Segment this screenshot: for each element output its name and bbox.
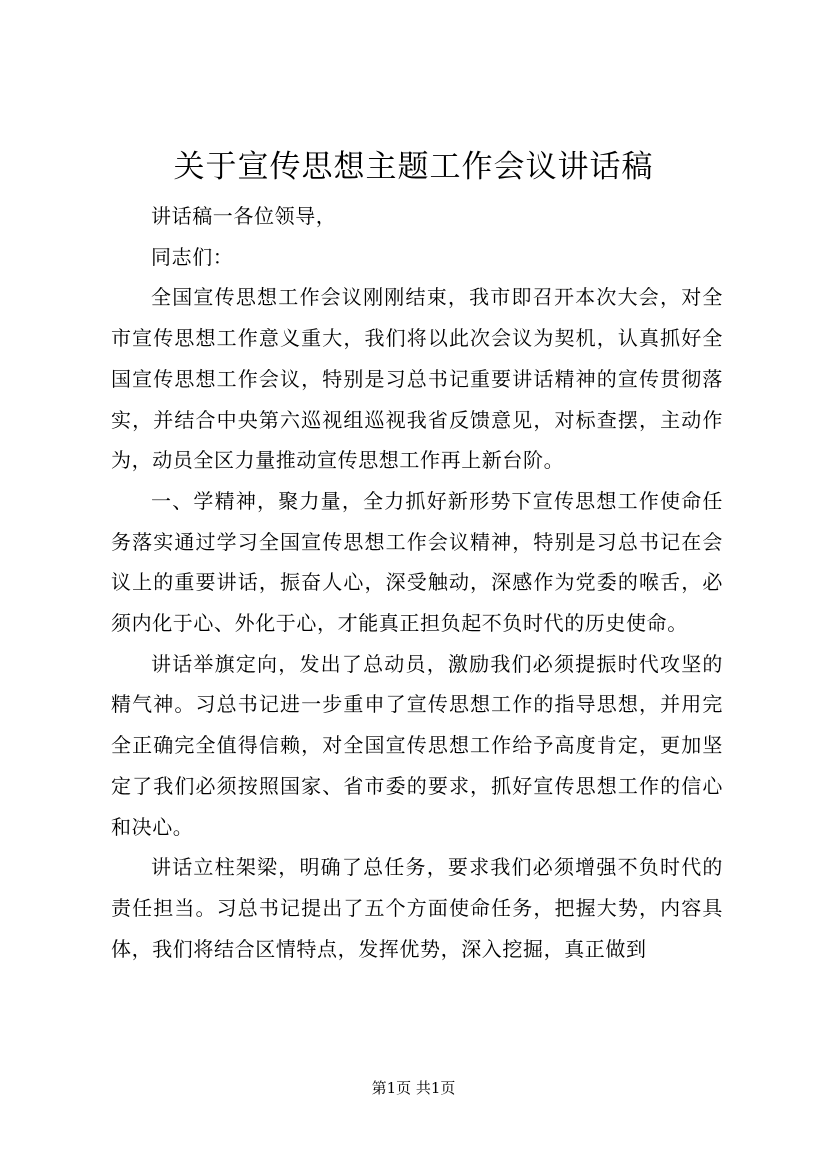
paragraph-section-one: 一、学精神，聚力量，全力抓好新形势下宣传思想工作使命任务落实通过学习全国宣传思想工作会议精神，特别是习总书记在会议上的重要讲话，振奋人心，深受触动，深感作为党委的喉舌，必须内化于心、外化于心，才能真正担负起不负时代的历史使命。 bbox=[111, 488, 723, 636]
paragraph-greeting: 同志们： bbox=[151, 244, 234, 269]
paragraph-tasks: 讲话立柱架梁，明确了总任务，要求我们必须增强不负时代的责任担当。习总书记提出了五个方面使命任务，把握大势，内容具体，我们将结合区情特点，发挥优势，深入挖掘，真正做到 bbox=[111, 855, 723, 961]
document-title: 关于宣传思想主题工作会议讲话稿 bbox=[173, 149, 654, 185]
paragraph-salutation: 讲话稿一各位领导， bbox=[151, 204, 337, 228]
paragraph-direction: 讲话举旗定向，发出了总动员，激励我们必须提振时代攻坚的精气神。习总书记进一步重申了宣传思想工作的指导思想，并用完全正确完全值得信赖，对全国宣传思想工作给予高度肯定，更加坚定了我们必须按照国家、省市委的要求，抓好宣传思想工作的信心和决心。 bbox=[111, 651, 723, 839]
paragraph-intro: 全国宣传思想工作会议刚刚结束，我市即召开本次大会，对全市宣传思想工作意义重大，我们将以此次会议为契机，认真抓好全国宣传思想工作会议，特别是习总书记重要讲话精神的宣传贯彻落实，并结合中央第六巡视组巡视我省反馈意见，对标查摆，主动作为，动员全区力量推动宣传思想工作再上新台阶。 bbox=[111, 285, 723, 473]
page-footer: 第1页 共1页 bbox=[371, 1079, 456, 1097]
document-body bbox=[111, 196, 723, 969]
